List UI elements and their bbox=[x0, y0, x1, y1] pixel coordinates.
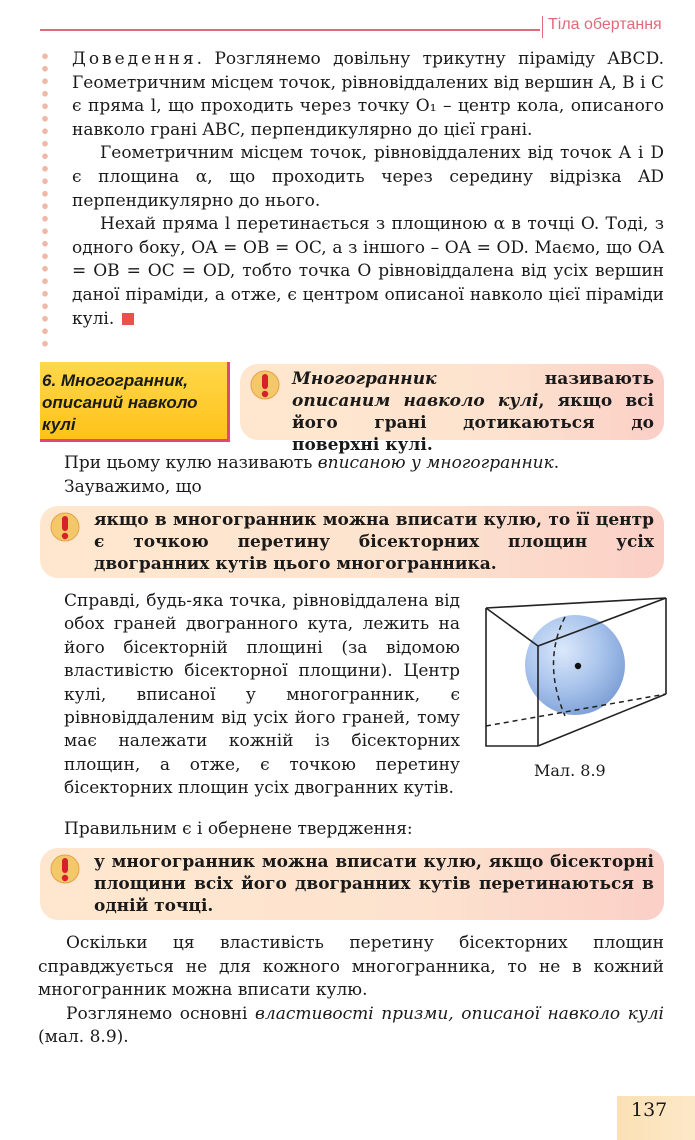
proof-paragraph-1: . Розглянемо довільну трикутну піраміду ABCD. Геометричним місцем точок, рівновіддалених від вершин A, B і C є пряма l, що проходить через точку O₁ – центр кола, описаного навколо грані ABC, перпендикулярно до цієї грані. bbox=[72, 49, 664, 140]
figure-caption: Мал. 8.9 bbox=[534, 761, 606, 780]
after-def-line-2: Зауважимо, що bbox=[64, 476, 202, 497]
proof-block bbox=[72, 48, 664, 331]
end-of-proof-square bbox=[122, 313, 134, 325]
proof-margin-dots bbox=[42, 50, 48, 348]
closing-paragraph-2-start: Розглянемо основні bbox=[66, 1003, 255, 1024]
exclamation-icon bbox=[250, 370, 280, 400]
definition-text bbox=[292, 368, 654, 456]
figure-prism-with-sphere bbox=[480, 592, 670, 752]
definition-emphasis: описаним навколо кулі bbox=[292, 391, 539, 411]
proof-lead: Доведення bbox=[72, 49, 197, 69]
converse-statement: Правильним є і обернене твердження: bbox=[64, 819, 413, 839]
theorem-note-2-text: у многогранник можна вписати кулю, якщо бісекторні площини всіх його двогранних кутів перетинаються в одній точці. bbox=[94, 852, 654, 916]
exclamation-icon bbox=[50, 512, 80, 542]
header-tick bbox=[542, 16, 543, 38]
after-def-text: При цьому кулю називають bbox=[64, 453, 318, 473]
sphere-center-point bbox=[575, 663, 581, 669]
definition-rest: , якщо всі його грані дотикаються до поверхні кулі. bbox=[292, 391, 654, 455]
closing-paragraphs bbox=[38, 932, 664, 1050]
figure-paragraph-text: Справді, будь-яка точка, рівновіддалена від обох граней двогранного кута, лежить на його бісекторній площині (за відомою властивістю бісекторної площини). Центр кулі, вписаної у многогранник, є рівновіддаленим від усіх його граней, тому має належати кожній із бісекторних площин, а отже, є точкою перетину бісекторних площин усіх двогранних кутів. bbox=[64, 591, 460, 799]
prism-properties-term: властивості призми, описаної навколо кулі bbox=[255, 1003, 664, 1024]
figure-paragraph bbox=[64, 590, 460, 801]
inscribed-term: вписаною у многогранник bbox=[317, 453, 554, 473]
section-heading-box bbox=[40, 362, 230, 442]
proof-paragraph-3: Нехай пряма l перетинається з площиною α в точці O. Тоді, з одного боку, OA = OB = OC, а з іншого – OA = OD. Маємо, що OA = OB = OC = OD, тобто точка O рівновіддалена від усіх вершин даної піраміди, а отже, є центром описаної навколо цієї піраміди кулі. bbox=[72, 214, 664, 329]
definition-mid: називають bbox=[436, 369, 654, 389]
theorem-note-1 bbox=[40, 506, 664, 578]
header-rule bbox=[40, 29, 540, 31]
closing-paragraph-1: Оскільки ця властивість перетину бісекторних площин справджується не для кожного многогранника, то не в кожний многогранник можна вписати кулю. bbox=[38, 933, 664, 1001]
page-number: 137 bbox=[631, 1099, 668, 1121]
definition-note bbox=[240, 364, 664, 455]
after-def-period: . bbox=[553, 453, 560, 473]
proof-paragraph-2: Геометричним місцем точок, рівновіддалених від точок A і D є площина α, що проходить через середину відрізка AD перпендикулярно до нього. bbox=[72, 143, 664, 211]
theorem-note-2 bbox=[40, 848, 664, 920]
theorem-note-1-text: якщо в многогранник можна вписати кулю, то її центр є точкою перетину бісекторних площин усіх двогранних кутів цього многогранника. bbox=[94, 510, 654, 574]
definition-term: Многогранник bbox=[292, 369, 437, 389]
after-definition bbox=[64, 452, 664, 499]
exclamation-icon bbox=[50, 854, 80, 884]
section-heading: 6. Многогранник, описаний навколо кулі bbox=[42, 371, 198, 434]
closing-paragraph-2-end: (мал. 8.9). bbox=[38, 1027, 129, 1048]
running-header: Тіла обертання bbox=[548, 16, 662, 33]
